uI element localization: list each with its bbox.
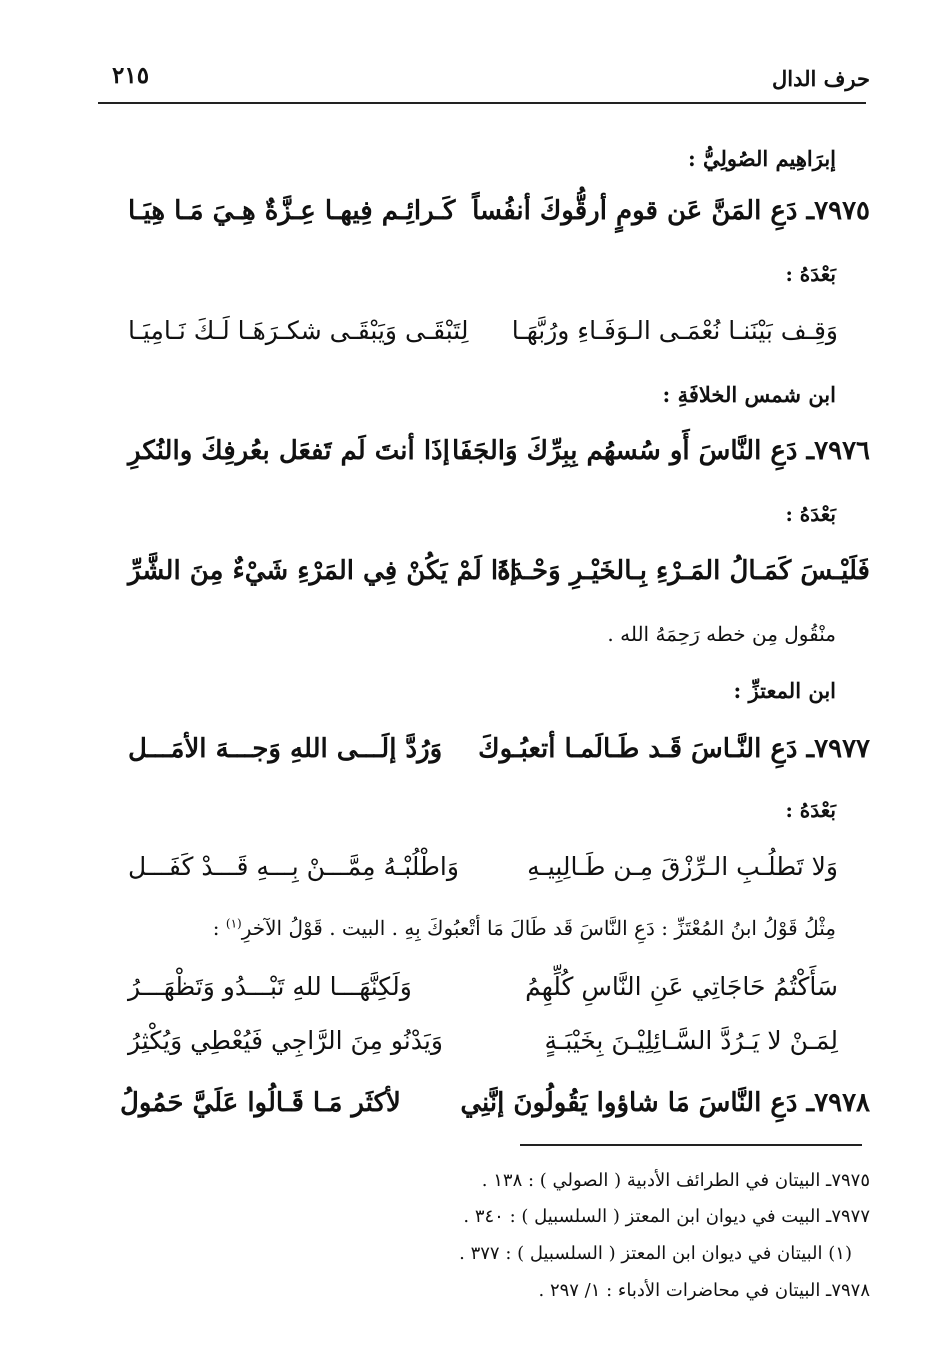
verse-7976-first-hemistich: ٧٩٧٦ـ دَعِ النَّاسَ أَو سُسهُم بِبِرِّكَ وَالجَفَا bbox=[452, 436, 870, 466]
after-label: بَعْدَهُ : bbox=[785, 262, 836, 286]
header-divider bbox=[98, 102, 866, 104]
commentary-text: مِثْلُ قَوْلُ ابنُ المُعْتَزِّ : دَعِ النَّاسَ قَد طَالَ مَا أتْعبُوكَ بِهِ . البيت . قَوْلُ الآخرِ bbox=[241, 916, 836, 940]
other-verse-1-first-hemistich: سَأَكْتُمُ حَاجَاتِي عَنِ النَّاسِ كُلِّهِمُ bbox=[525, 972, 838, 1001]
verse-7975b-first-hemistich: وَقِـف بَيْنَنـا نُعْمَـى الـوَفَـاءِ ورُبَّهَـا bbox=[511, 316, 838, 345]
footnote: ٧٩٧٥ـ البيتان في الطرائف الأدبية ( الصولي ) : ١٣٨ . bbox=[481, 1170, 870, 1191]
footnote: (١) البيتان في ديوان ابن المعتز ( السلسبيل ) : ٣٧٧ . bbox=[459, 1243, 852, 1264]
verse-7975-first-hemistich: ٧٩٧٥ـ دَعِ المَنَّ عَن قومٍ أرقُّوكَ أنفُساً bbox=[472, 196, 870, 226]
verse-7975b-second-hemistich: لِتَبْقَـى وَيَبْقَـى شكـرَهَـا لَـكَ نَـامِيَـا bbox=[128, 316, 469, 345]
chapter-title: حرف الدال bbox=[772, 66, 870, 91]
verse-7976b-first-hemistich: فَلَيْـسَ كَمَـالُ المَـرْءِ بِـالخَيْـرِ وَحْـدَهُ bbox=[497, 556, 870, 586]
commentary-colon: : bbox=[212, 916, 226, 940]
transmission-note: منْقُول مِن خطه رَحِمَهُ الله . bbox=[607, 622, 836, 646]
verse-7977-second-hemistich: وَرُدَّ إلَـــى اللهِ وَجـــهَ الأمَـــل bbox=[128, 734, 443, 764]
verse-7976b-second-hemistich: إذَا لَمْ يَكُنْ فِي المَرْءِ شَيْءٌ مِنَ الشَّرِّ bbox=[128, 556, 517, 586]
verse-7977b-second-hemistich: وَاطْلُبْـهُ مِمَّـــنْ بِـــهِ قَـــدْ كَفَـــل bbox=[128, 852, 459, 881]
poet-attribution: إبرَاهِيم الصُولِيُّ : bbox=[687, 146, 836, 171]
footnote: ٧٩٧٨ـ البيتان في محاضرات الأدباء : ١/ ٢٩٧ . bbox=[538, 1280, 870, 1301]
verse-7978-second-hemistich: لأكثَر مَـا قَـالُوا عَلَيَّ حَمُولُ bbox=[120, 1088, 401, 1118]
footnote-reference: (١) bbox=[225, 916, 242, 931]
verse-7977b-first-hemistich: وَلا تَطلُـبِ الـرِّزْقَ مِـن طَـالِبِيـهِ bbox=[527, 852, 838, 881]
after-label: بَعْدَهُ : bbox=[785, 798, 836, 822]
verse-7975-second-hemistich: كَـرائِـم فِيهـا عِـزَّةٌ هِـيَ مَـا هِيَـا bbox=[128, 196, 456, 226]
verse-7978-first-hemistich: ٧٩٧٨ـ دَعِ النَّاسَ مَا شاؤوا يَقُولُونَ إنَّنِي bbox=[460, 1088, 870, 1118]
footnote-divider bbox=[520, 1144, 862, 1146]
verse-7977-first-hemistich: ٧٩٧٧ـ دَعِ النَّـاسَ قَـد طَـالَمـا أتعبُـوكَ bbox=[478, 734, 870, 764]
verse-7976-second-hemistich: إذَا أنتَ لَم تَفعَل بعُرفِكَ والنُكرِ bbox=[128, 436, 450, 466]
other-verse-2-first-hemistich: لِمَـنْ لا يَـرُدَّ السَّـائِلِيْـنَ بِخَيْبَـةٍ bbox=[544, 1026, 838, 1055]
poet-attribution: ابن شمس الخلافَةِ : bbox=[662, 382, 836, 407]
other-verse-1-second-hemistich: وَلَكِنَّهَـــا للهِ تَبْـــدُو وَتَظْهَـــرُ bbox=[128, 972, 412, 1001]
footnote: ٧٩٧٧ـ البيت في ديوان ابن المعتز ( السلسبيل ) : ٣٤٠ . bbox=[463, 1206, 870, 1227]
other-verse-2-second-hemistich: وَيَدْنُو مِنَ الرَّاجِي فَيُعْطِي وَيُكْثِرُ bbox=[128, 1026, 443, 1055]
page-number: ٢١٥ bbox=[112, 62, 150, 89]
poet-attribution: ابن المعتزِّ : bbox=[733, 678, 836, 703]
after-label: بَعْدَهُ : bbox=[785, 502, 836, 526]
commentary-line bbox=[213, 916, 836, 940]
